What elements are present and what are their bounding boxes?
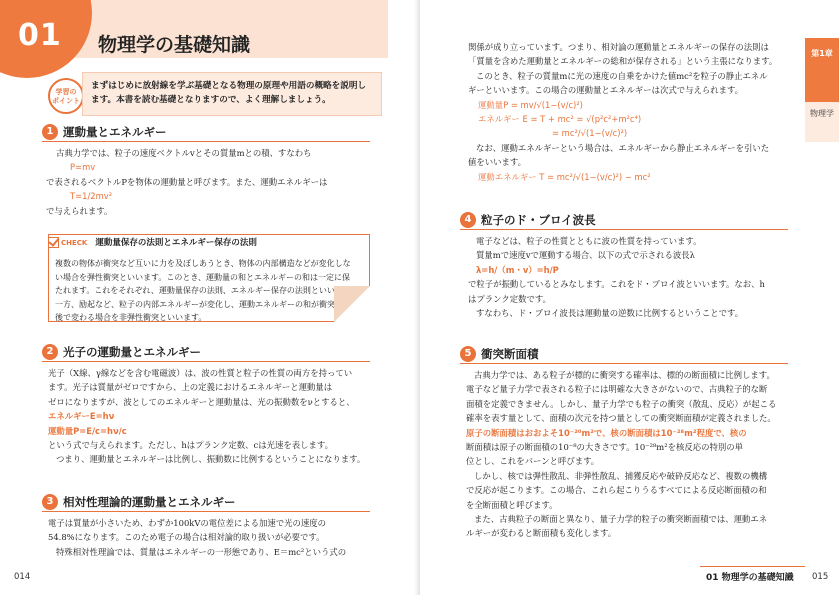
text-line: で表されるベクトルPを物体の運動量と呼びます。また、運動エネルギーは	[46, 176, 328, 187]
check-line: 一方、励起など、粒子の内部エネルギーが変化し、運動エネルギーの和が衝突の前	[55, 299, 351, 309]
formula-photon-energy: エネルギーE=hν	[48, 411, 115, 422]
section-heading-2	[42, 344, 370, 362]
text-line: また、古典粒子の断面と異なり、量子力学的粒子の衝突断面積では、運動エネ	[474, 514, 768, 525]
text-line: しかし、核では弾性散乱、非弾性散乱、捕獲反応や破砕反応など、複数の機構	[474, 470, 768, 481]
sec3-text	[48, 516, 346, 559]
section-title: 粒子のド・ブロイ波長	[481, 213, 596, 227]
text-line: 原子の断面積はおおよそ10⁻²⁰m²で、核の断面積は10⁻²⁸m²程度で、核の	[466, 427, 747, 438]
section-title: 運動量とエネルギー	[63, 125, 167, 139]
text-line: 確率を表す量として、面積の次元を持つ量としての衝突断面積が定義されました。	[466, 413, 776, 424]
text-line: で粒子が振動しているとみなします。これをド・ブロイ波といいます。なお、h	[468, 279, 765, 290]
left-page	[0, 0, 419, 595]
section-heading-4	[460, 212, 788, 230]
check-line: 複数の物体が衝突など互いに力を及ぼしあうとき、物体の内部構造などが変化しな	[55, 259, 351, 268]
formula-relativistic-energy: エネルギー E = T + mc² = √(p²c²+m²c⁴)	[478, 114, 642, 125]
footer-title: 01 物理学の基礎知識	[706, 573, 794, 583]
side-tab-label: 第1章	[811, 49, 833, 58]
point-line: まずはじめに放射線を学ぶ基礎となる物理の原理や用語の概略を説明し	[91, 81, 367, 91]
point-box	[82, 72, 382, 116]
text-line: 古典力学では、ある粒子が標的に衝突する確率は、標的の断面積に比例します。	[474, 370, 775, 380]
formula-relativistic-energy-2: = mc²/√(1−(v/c)²)	[552, 128, 628, 139]
side-tab-subject	[805, 102, 839, 142]
formula-momentum: P=mv	[70, 162, 96, 173]
chapter-number: 01	[18, 18, 62, 53]
text-line: 面積を定義できません。しかし、量子力学でも粒子の衝突（散乱、反応）が起こる	[466, 398, 777, 409]
formula-kinetic-energy: T=1/2mv²	[70, 191, 113, 202]
chapter-title: 物理学の基礎知識	[98, 34, 251, 56]
section-number: 1	[42, 124, 58, 140]
text-line: 断面積は原子の断面積の10⁻⁸の大きさです。10⁻²⁸m²を核反応の特別の単	[466, 442, 743, 453]
check-header	[48, 236, 257, 248]
check-title: 運動量保存の法則とエネルギー保存の法則	[95, 238, 257, 248]
text-line: なお、運動エネルギーという場合は、エネルギーから静止エネルギーを引いた	[476, 142, 770, 153]
text-line: このとき、粒子の質量mに光の速度の自乗をかけた値mc²を粒子の静止エネル	[476, 70, 768, 81]
footer-rule	[700, 566, 805, 567]
section-title: 光子の運動量とエネルギー	[63, 345, 201, 359]
text-line: 「質量を含めた運動量とエネルギーの総和が保存される」という主張になります。	[468, 56, 778, 67]
text-line: はプランク定数です。	[468, 293, 551, 304]
text-line: つまり、運動量とエネルギーは比例し、振動数に比例するということになります。	[56, 454, 366, 465]
page-fold-decoration	[334, 286, 370, 322]
text-line: 古典力学では、粒子の速度ベクトルvとその質量mとの積、すなわち	[56, 148, 312, 158]
text-line: 電子などは、粒子の性質とともに波の性質を持っています。	[476, 236, 702, 246]
text-line: ます。光子は質量がゼロですから、上の定義におけるエネルギーと運動量は	[48, 382, 333, 393]
point-badge: 学習の ポイント	[48, 78, 84, 114]
sec4-text	[468, 234, 765, 320]
formula-relativistic-momentum: 運動量P = mv/√(1−(v/c)²)	[478, 99, 583, 110]
text-line: で与えられます。	[46, 205, 113, 216]
text-line: ルギーが変わると断面積も変化します。	[466, 528, 617, 539]
section-heading-5	[460, 346, 788, 364]
section-number: 2	[42, 344, 58, 360]
check-line: たれます。これをそれぞれ、運動量保存の法則、エネルギー保存の法則といいます。	[55, 286, 359, 296]
point-line: ます。本書を読む基礎となりますので、よく理解しましょう。	[91, 95, 331, 105]
sec1-text	[46, 146, 328, 218]
page-number-right: 015	[812, 572, 829, 582]
text-line: すなわち、ド・ブロイ波長は運動量の逆数に比例するということです。	[476, 308, 744, 319]
text-line: 特殊相対性理論では、質量はエネルギーの一形態であり、E＝mc²という式の	[56, 546, 347, 557]
text-line: 質量mで速度vで運動する場合、以下の式で示される波長λ	[476, 250, 695, 261]
formula-photon-momentum: 運動量P=E/c=hν/c	[48, 425, 127, 436]
check-line: い場合を弾性衝突といいます。このとき、運動量の和とエネルギーの和は一定に保	[55, 272, 351, 282]
text-line: を全断面積と呼びます。	[466, 499, 558, 510]
check-line: 後で変わる場合を非弾性衝突といいます。	[55, 313, 207, 323]
section-number: 5	[460, 346, 476, 362]
chapter-side-tab	[805, 38, 839, 102]
text-line: 関係が成り立っています。つまり、相対論の運動量とエネルギーの保存の法則は	[468, 42, 769, 52]
text-line: 光子（X線、γ線などを含む電磁波）は、波の性質と粒子の性質の両方を持ってい	[48, 368, 353, 378]
text-line: ギーといいます。この場合の運動量とエネルギーは次式で与えられます。	[468, 85, 744, 96]
right-page	[420, 0, 839, 595]
text-line: 値をいいます。	[468, 157, 526, 168]
section-title: 衝突断面積	[481, 347, 539, 361]
text-line: 電子は質量が小さいため、わずか100kVの電位差による加速で光の速度の	[48, 518, 327, 528]
side-tab-sub: 物理学	[810, 109, 834, 118]
text-line: 位とし、これをバーンと呼びます。	[466, 456, 600, 467]
page-number-left: 014	[14, 572, 31, 582]
text-line: で反応が起こります。この場合、これら起こりうるすべてによる反応断面積の和	[466, 485, 767, 496]
text-line: ゼロになりますが、波としてのエネルギーと運動量は、光の振動数をνとすると、	[48, 396, 355, 407]
section-heading-1	[42, 124, 370, 142]
formula-de-broglie: λ=h/（m・v）=h/P	[476, 264, 559, 275]
sec2-text	[48, 366, 365, 467]
text-line: 54.8%になります。このため電子の場合は相対論的取り扱いが必要です。	[48, 532, 325, 543]
sec5-text	[466, 368, 776, 541]
text-line: 電子など量子力学で表される粒子には明確な大きさがないので、古典粒子的な断	[466, 384, 768, 395]
sec3-continued	[468, 40, 777, 184]
formula-kinetic-relativistic: 運動エネルギー T = mc²/√(1−(v/c)²) − mc²	[478, 171, 651, 182]
text-line: という式で与えられます。ただし、hはプランク定数、cは光速を表します。	[48, 440, 333, 451]
section-number: 4	[460, 212, 476, 228]
checkbox-icon	[48, 237, 59, 248]
section-number: 3	[42, 494, 58, 510]
section-heading-3	[42, 494, 370, 512]
check-tag: CHECK	[61, 238, 88, 247]
section-title: 相対性理論的運動量とエネルギー	[63, 495, 236, 509]
